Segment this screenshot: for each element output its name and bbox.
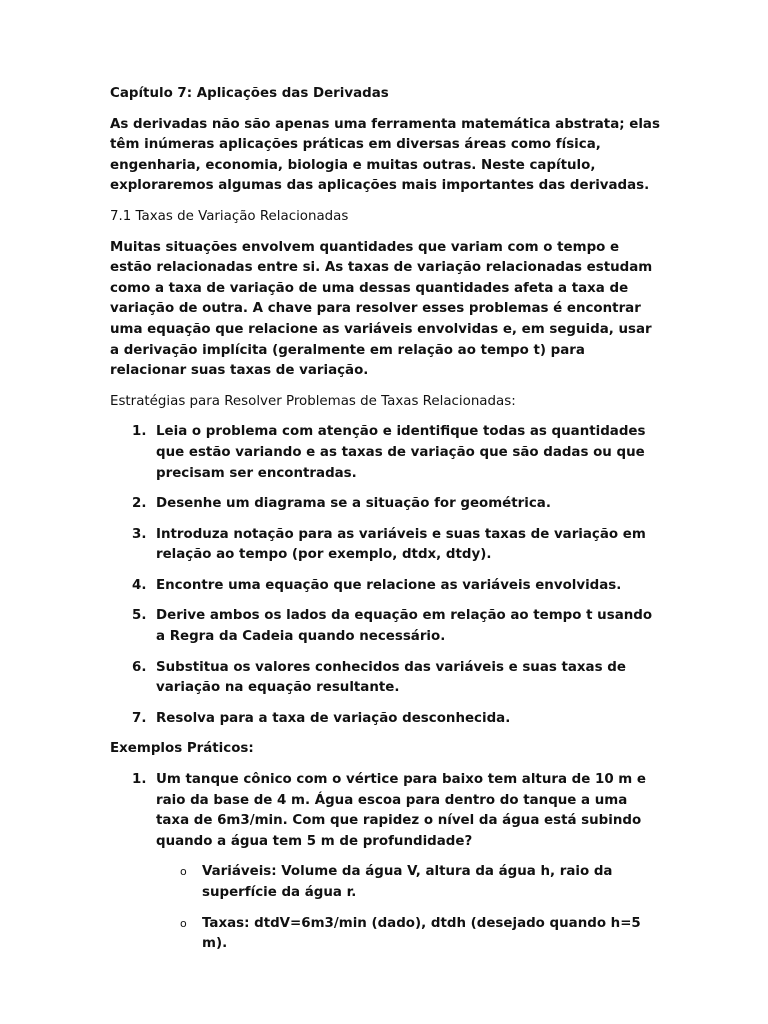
strategy-item: [110, 606, 665, 647]
strategy-number: 5.: [132, 608, 147, 624]
strategy-text: Encontre uma equação que relacione as variáveis envolvidas.: [156, 577, 622, 593]
strategies-list: [110, 422, 665, 729]
strategy-text: Resolva para a taxa de variação desconhecida.: [156, 710, 511, 726]
section-paragraph: Muitas situações envolvem quantidades que variam com o tempo e estão relacionadas entre si. As taxas de variação relacionadas estudam como a taxa de variação de uma dessas quantidades afeta a taxa de variação de outra. A chave para resolver esses problemas é encontrar uma equação que relacione as variáveis envolvidas e, em seguida, usar a derivação implícita (geralmente em relação ao tempo t) para relacionar suas taxas de variação.: [110, 239, 653, 379]
example-item: [110, 770, 665, 852]
strategy-text: Leia o problema com atenção e identifique todas as quantidades que estão variando e as taxas de variação que são dadas ou que precisam ser encontradas.: [156, 424, 646, 481]
strategy-text: Introduza notação para as variáveis e suas taxas de variação em relação ao tempo (por exemplo, dtdx, dtdy).: [156, 526, 646, 563]
strategy-item: [110, 658, 665, 699]
strategy-item: [110, 422, 665, 484]
examples-heading: Exemplos Práticos:: [110, 741, 254, 757]
strategy-text: Substitua os valores conhecidos das variáveis e suas taxas de variação na equação resultante.: [156, 659, 626, 696]
strategy-number: 4.: [132, 577, 147, 593]
example-subitem: [110, 862, 665, 903]
strategy-number: 1.: [132, 424, 147, 440]
strategy-text: Desenhe um diagrama se a situação for geométrica.: [156, 496, 551, 512]
subitem-text: Taxas: dtdV=6m3/min (dado), dtdh (desejado quando h=5 m).: [202, 915, 641, 952]
example-text: Um tanque cônico com o vértice para baixo tem altura de 10 m e raio da base de 4 m. Água escoa para dentro do tanque a uma taxa de 6m3/min. Com que rapidez o nível da água está subindo quando a água tem 5 m de profundidade?: [156, 772, 646, 849]
strategy-text: Derive ambos os lados da equação em relação ao tempo t usando a Regra da Cadeia quando necessário.: [156, 608, 653, 645]
subitem-text: Variáveis: Volume da água V, altura da água h, raio da superfície da água r.: [202, 864, 613, 900]
chapter-title: Capítulo 7: Aplicações das Derivadas: [110, 86, 389, 101]
hollow-circle-bullet-icon: o: [180, 916, 187, 930]
hollow-circle-bullet-icon: o: [180, 865, 187, 879]
strategy-item: [110, 494, 665, 515]
strategy-number: 2.: [132, 496, 147, 512]
strategies-heading: Estratégias para Resolver Problemas de Taxas Relacionadas:: [110, 393, 516, 409]
examples-list: [110, 770, 665, 852]
section-title: 7.1 Taxas de Variação Relacionadas: [110, 208, 349, 224]
strategy-number: 3.: [132, 526, 147, 542]
strategy-item: [110, 576, 665, 597]
example-sublist: [110, 862, 665, 954]
strategy-number: 7.: [132, 710, 147, 726]
intro-paragraph: As derivadas não são apenas uma ferramenta matemática abstrata; elas têm inúmeras aplicações práticas em diversas áreas como física, engenharia, economia, biologia e muitas outras. Neste capítulo, exploraremos algumas das aplicações mais importantes das derivadas.: [110, 116, 660, 194]
strategy-item: [110, 709, 665, 730]
example-number: 1.: [132, 772, 147, 788]
strategy-number: 6.: [132, 659, 147, 675]
example-subitem: [110, 914, 665, 955]
document-page: [110, 84, 665, 965]
strategy-item: [110, 525, 665, 566]
